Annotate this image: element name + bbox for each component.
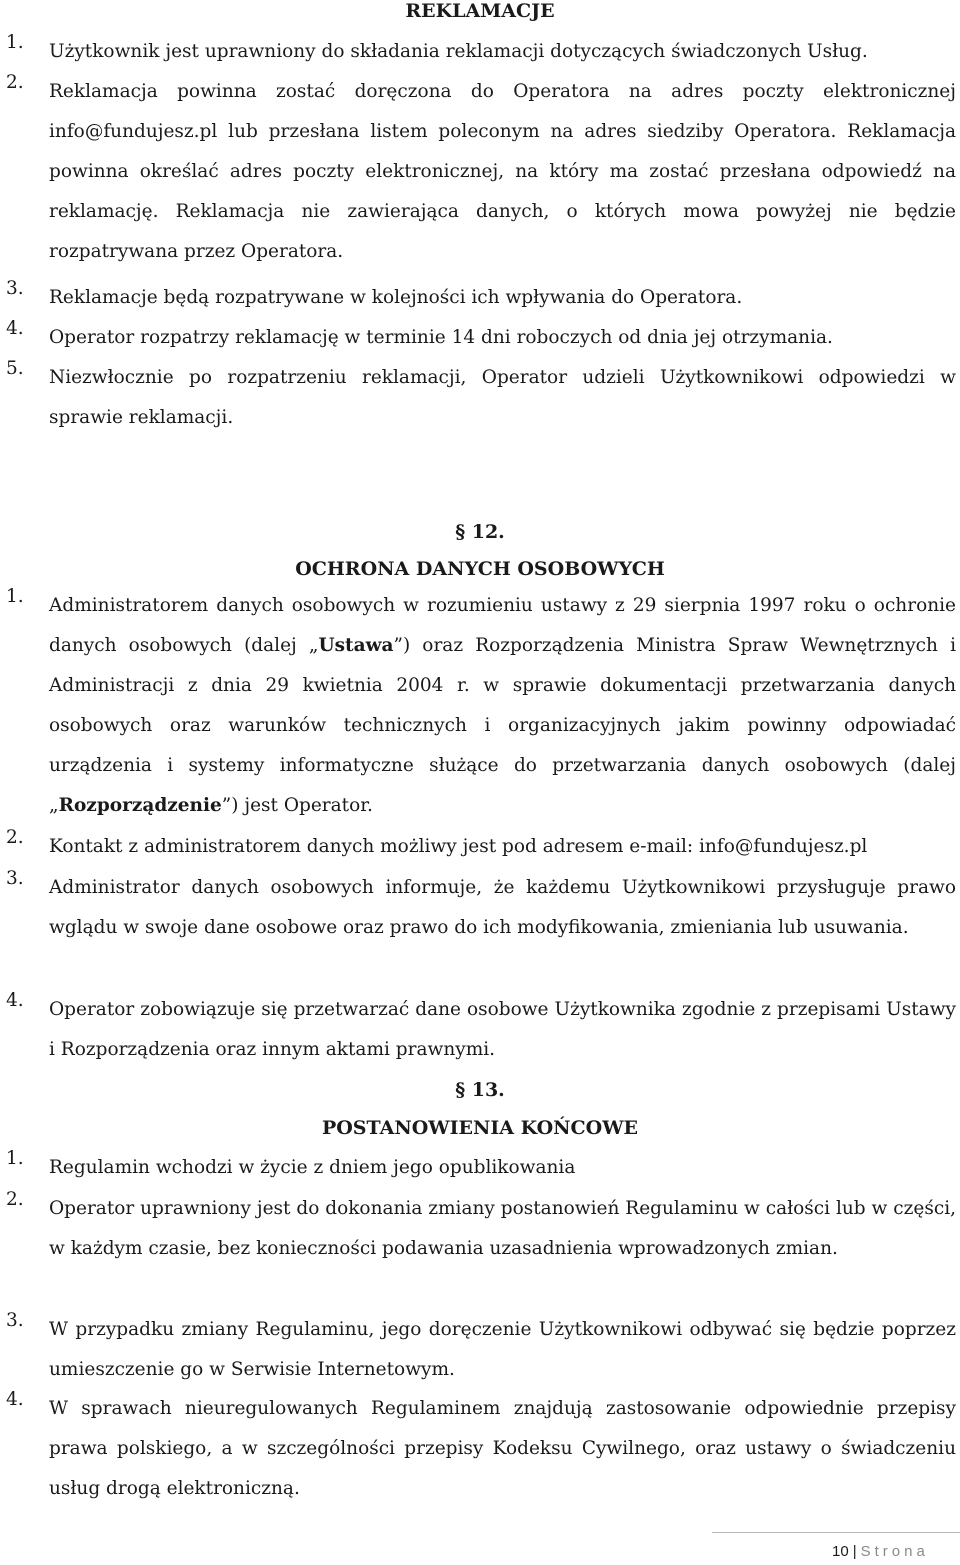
item-text: Reklamacje będą rozpatrywane w kolejności ich wpływania do Operatora.	[49, 287, 743, 308]
section-12-number: § 12.	[455, 521, 505, 543]
item-number: 3.	[6, 278, 24, 299]
item-number: 2.	[6, 827, 24, 848]
item-text: Operator rozpatrzy reklamację w terminie 14 dni roboczych od dnia jej otrzymania.	[49, 327, 833, 348]
item-text: Użytkownik jest uprawniony do składania reklamacji dotyczących świadczonych Usług.	[49, 41, 868, 62]
final-item-1	[6, 1148, 956, 1188]
item-number: 2.	[6, 72, 24, 93]
page-number: 10	[832, 1543, 849, 1560]
complaints-item-3	[6, 278, 956, 318]
item-number: 4.	[6, 318, 24, 339]
final-item-2	[6, 1189, 956, 1269]
item-text: Administrator danych osobowych informuje, że każdemu Użytkownikowi przysługuje prawo wglądu w swoje dane osobowe oraz prawo do ich modyfikowania, zmieniania lub usuwania.	[49, 877, 956, 938]
item-number: 4.	[6, 1389, 24, 1410]
section-13-title: POSTANOWIENIA KOŃCOWE	[321, 1117, 639, 1139]
complaints-item-1	[6, 32, 956, 72]
page-footer	[832, 1543, 929, 1560]
complaints-item-5	[6, 358, 956, 438]
item-number: 2.	[6, 1189, 24, 1210]
item-text: Kontakt z administratorem danych możliwy jest pod adresem e-mail: info@fundujesz.pl	[49, 836, 868, 857]
item-number: 4.	[6, 990, 24, 1011]
item-text: Administratorem danych osobowych w rozumieniu ustawy z 29 sierpnia 1997 roku o ochronie danych osobowych (dalej „Ustawa”) oraz Rozporządzenia Ministra Spraw Wewnętrznych i Administracji z dnia 29 kwietnia 2004 r. w sprawie dokumentacji przetwarzania danych osobowych oraz warunków technicznych i organizacyjnych jakim powinny odpowiadać urządzenia i systemy informatyczne służące do przetwarzania danych osobowych (dalej „Rozporządzenie”) jest Operator.	[49, 595, 956, 816]
final-item-4	[6, 1389, 956, 1509]
footer-divider	[712, 1532, 960, 1533]
privacy-item-2	[6, 827, 956, 867]
complaints-item-4	[6, 318, 956, 358]
privacy-item-3	[6, 868, 956, 948]
page-label: Strona	[860, 1543, 929, 1560]
item-number: 1.	[6, 586, 24, 607]
privacy-item-4	[6, 990, 956, 1070]
item-text: Operator uprawniony jest do dokonania zmiany postanowień Regulaminu w całości lub w części, w każdym czasie, bez konieczności podawania uzasadnienia wprowadzonych zmian.	[49, 1198, 956, 1259]
item-text: Regulamin wchodzi w życie z dniem jego opublikowania	[49, 1157, 576, 1178]
item-text: W sprawach nieuregulowanych Regulaminem znajdują zastosowanie odpowiednie przepisy prawa polskiego, a w szczególności przepisy Kodeksu Cywilnego, oraz ustawy o świadczeniu usług drogą elektroniczną.	[49, 1398, 956, 1499]
term-ustawa: Ustawa	[318, 635, 394, 656]
item-number: 3.	[6, 868, 24, 889]
privacy-item-1	[6, 586, 956, 826]
complaints-item-2	[6, 72, 956, 272]
complaints-heading: REKLAMACJE	[405, 0, 555, 22]
item-text: Reklamacja powinna zostać doręczona do Operatora na adres poczty elektronicznej info@fundujesz.pl lub przesłana listem poleconym na adres siedziby Operatora. Reklamacja powinna określać adres poczty elektronicznej, na który ma zostać przesłana odpowiedź na reklamację. Reklamacja nie zawierająca danych, o których mowa powyżej nie będzie rozpatrywana przez Operatora.	[49, 81, 956, 262]
item-text: Operator zobowiązuje się przetwarzać dane osobowe Użytkownika zgodnie z przepisami Ustawy i Rozporządzenia oraz innym aktami prawnymi.	[49, 999, 956, 1060]
section-13-number: § 13.	[455, 1079, 505, 1101]
item-number: 1.	[6, 32, 24, 53]
term-rozporzadzenie: Rozporządzenie	[58, 795, 222, 816]
item-text: W przypadku zmiany Regulaminu, jego doręczenie Użytkownikowi odbywać się będzie poprzez umieszczenie go w Serwisie Internetowym.	[49, 1319, 956, 1380]
section-12-title: OCHRONA DANYCH OSOBOWYCH	[295, 558, 665, 580]
item-number: 3.	[6, 1310, 24, 1331]
footer-separator: |	[852, 1543, 857, 1560]
item-number: 1.	[6, 1148, 24, 1169]
item-number: 5.	[6, 358, 24, 379]
item-text: Niezwłocznie po rozpatrzeniu reklamacji, Operator udzieli Użytkownikowi odpowiedzi w sprawie reklamacji.	[49, 367, 956, 428]
final-item-3	[6, 1310, 956, 1390]
